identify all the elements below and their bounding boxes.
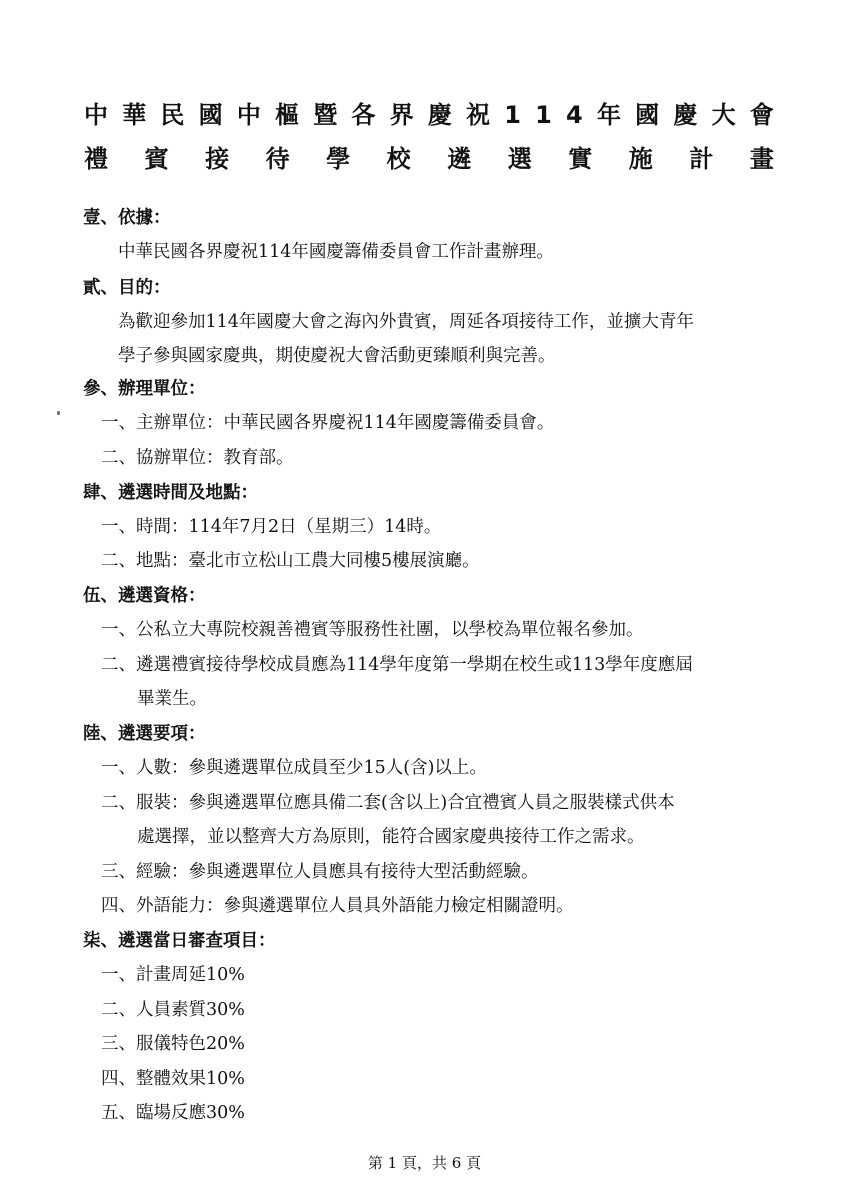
title-character: 待 (265, 145, 290, 173)
section-7-item-5: 五、臨場反應30% (101, 1103, 245, 1123)
title-character: 界 (389, 101, 414, 129)
title-character: 畫 (749, 145, 774, 173)
title-character: 施 (628, 145, 653, 173)
section-5-heading: 伍、遴選資格： (83, 586, 206, 606)
title-character: 樞 (275, 101, 300, 129)
section-6-heading: 陸、遴選要項： (83, 724, 206, 744)
section-7-item-1: 一、計畫周延10% (101, 965, 245, 985)
title-character: 4 (566, 101, 583, 129)
section-4-item-1: 一、時間：114年7月2日（星期三）14時。 (101, 517, 442, 537)
title-character: 大 (711, 101, 736, 129)
title-character: 接 (205, 145, 230, 173)
section-2-heading: 貳、目的： (83, 278, 171, 298)
title-character: 年 (596, 101, 621, 129)
section-2-text-line-1: 為歡迎參加114年國慶大會之海內外貴賓，周延各項接待工作，並擴大青年 (118, 312, 694, 332)
section-2-text-line-2: 學子參與國家慶典，期使慶祝大會活動更臻順利與完善。 (118, 346, 556, 366)
section-6-item-1: 一、人數：參與遴選單位成員至少15人(含)以上。 (101, 758, 487, 778)
title-character: 選 (507, 145, 532, 173)
section-4-item-2: 二、地點：臺北市立松山工農大同樓5樓展演廳。 (101, 551, 480, 571)
document-title-line-2 (84, 145, 774, 173)
section-7-item-4: 四、整體效果10% (101, 1069, 245, 1089)
section-6-item-3: 三、經驗：參與遴選單位人員應具有接待大型活動經驗。 (101, 862, 539, 882)
scan-speck (57, 411, 60, 415)
section-5-item-2-line-2: 畢業生。 (137, 689, 207, 709)
title-character: 各 (351, 101, 376, 129)
title-character: 學 (326, 145, 351, 173)
title-character: 計 (689, 145, 714, 173)
section-3-item-1: 一、主辦單位：中華民國各界慶祝114年國慶籌備委員會。 (101, 413, 555, 433)
title-character: 1 (535, 101, 552, 129)
title-character: 實 (568, 145, 593, 173)
section-1-heading: 壹、依據： (83, 208, 171, 228)
section-6-item-4: 四、外語能力：參與遴選單位人員具外語能力檢定相關證明。 (101, 896, 574, 916)
section-7-item-3: 三、服儀特色20% (101, 1034, 245, 1054)
title-character: 1 (504, 101, 521, 129)
section-3-item-2: 二、協辦單位：教育部。 (101, 448, 294, 468)
title-character: 慶 (673, 101, 698, 129)
title-character: 華 (122, 101, 147, 129)
title-character: 校 (386, 145, 411, 173)
title-character: 國 (198, 101, 223, 129)
section-6-item-2-line-2: 處選擇，並以整齊大方為原則，能符合國家慶典接待工作之需求。 (137, 827, 645, 847)
section-7-item-2: 二、人員素質30% (101, 1000, 245, 1020)
title-character: 禮 (84, 145, 108, 173)
title-character: 中 (236, 101, 261, 129)
page-footer: 第 1 頁，共 6 頁 (367, 1154, 482, 1172)
title-character: 慶 (427, 101, 452, 129)
section-1-text: 中華民國各界慶祝114年國慶籌備委員會工作計畫辦理。 (118, 242, 554, 262)
section-6-item-2-line-1: 二、服裝：參與遴選單位應具備二套(含以上)合宜禮賓人員之服裝樣式供本 (101, 793, 675, 813)
title-character: 祝 (466, 101, 491, 129)
title-character: 遴 (447, 145, 472, 173)
section-5-item-2-line-1: 二、遴選禮賓接待學校成員應為114學年度第一學期在校生或113學年度應屆 (101, 655, 693, 675)
title-character: 民 (160, 101, 185, 129)
title-character: 中 (84, 101, 108, 129)
title-character: 會 (749, 101, 774, 129)
title-character: 暨 (313, 101, 338, 129)
document-title-line-1 (84, 101, 774, 129)
title-character: 賓 (144, 145, 169, 173)
section-4-heading: 肆、遴選時間及地點： (83, 483, 258, 503)
title-character: 國 (635, 101, 660, 129)
section-7-heading: 柒、遴選當日審查項目： (83, 931, 276, 951)
section-5-item-1: 一、公私立大專院校親善禮賓等服務性社團，以學校為單位報名參加。 (101, 620, 644, 640)
section-3-heading: 參、辦理單位： (83, 379, 206, 399)
